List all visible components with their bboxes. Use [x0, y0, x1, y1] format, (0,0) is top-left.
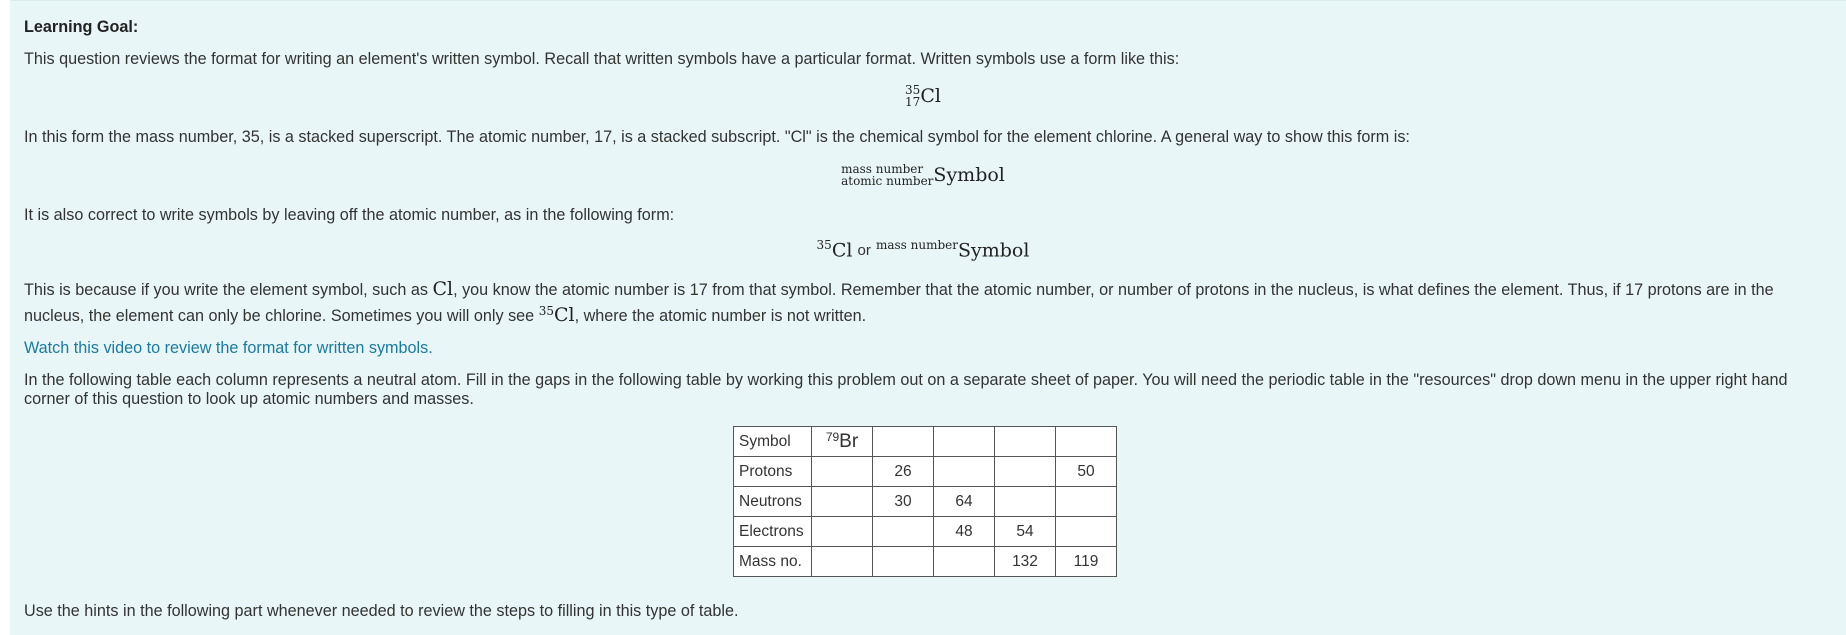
general-form: [0, 163, 1846, 187]
mass-number: 35: [905, 83, 921, 97]
symbol-input-cell[interactable]: [1056, 427, 1117, 457]
because-part1: This is because if you write the element symbol, such as: [24, 281, 433, 299]
br-mass: 79: [825, 430, 840, 444]
mass-cell[interactable]: [873, 547, 934, 577]
neutrons-cell[interactable]: [1056, 487, 1117, 517]
because-text-line2: [24, 300, 866, 327]
mass-cell: 119: [1056, 547, 1117, 577]
neutrons-cell: 64: [934, 487, 995, 517]
neutrons-cell[interactable]: [995, 487, 1056, 517]
atom-table: [733, 426, 1117, 577]
neutrons-cell[interactable]: [812, 487, 873, 517]
symbol-cell-br: [812, 427, 873, 457]
because-line2-part1: nucleus, the element can only be chlorine. Sometimes you will only see: [24, 307, 539, 325]
symbol-input-cell[interactable]: [995, 427, 1056, 457]
symbol-input-cell[interactable]: [873, 427, 934, 457]
alt-form: [0, 238, 1846, 262]
because-line2-part2: , where the atomic number is not written.: [574, 307, 867, 325]
general-top-label: mass number: [841, 162, 924, 176]
row-header-mass-no: Mass no.: [734, 547, 812, 577]
table-row: [734, 487, 1117, 517]
table-intro-line2: corner of this question to look up atomic numbers and masses.: [24, 390, 474, 408]
alt-intro-text: It is also correct to write symbols by leaving off the atomic number, as in the following form:: [24, 206, 675, 224]
table-row: [734, 517, 1117, 547]
intro-text: This question reviews the format for writing an element's written symbol. Recall that written symbols have a particular format. Written symbols use a form like this:: [24, 50, 1180, 68]
row-header-protons: Protons: [734, 457, 812, 487]
protons-cell[interactable]: [995, 457, 1056, 487]
electrons-cell[interactable]: [873, 517, 934, 547]
atomic-number: 17: [905, 95, 921, 109]
because-symbol: Cl: [432, 278, 454, 300]
electrons-cell[interactable]: [1056, 517, 1117, 547]
learning-goal-heading: Learning Goal:: [24, 18, 139, 36]
hint-text: Use the hints in the following part whenever needed to review the steps to filling in this type of table.: [24, 602, 739, 620]
protons-cell: 26: [873, 457, 934, 487]
alt-symbol: Cl: [831, 239, 853, 262]
row-header-electrons: Electrons: [734, 517, 812, 547]
or-text: or: [857, 242, 871, 259]
mass-cell[interactable]: [934, 547, 995, 577]
general-symbol-label: Symbol: [933, 164, 1005, 186]
because-part2: , you know the atomic number is 17 from that symbol. Remember that the atomic number, or number of protons in the nucleus, is what defines the element. Thus, if 17 protons are in the: [453, 281, 1774, 299]
general-bottom-label: atomic number: [841, 174, 934, 188]
br-symbol: Br: [839, 431, 859, 452]
mass-cell[interactable]: [812, 547, 873, 577]
alt-symbol-word: Symbol: [958, 239, 1030, 262]
symbol-input-cell[interactable]: [934, 427, 995, 457]
form-explanation-text: In this form the mass number, 35, is a stacked superscript. The atomic number, 17, is a stacked subscript. "Cl" is the chemical symbol for the element chlorine. A general way to show this form is:: [24, 128, 1410, 146]
because-text-line1: [24, 278, 1774, 301]
row-header-symbol: Symbol: [734, 427, 812, 457]
mass-cell: 132: [995, 547, 1056, 577]
table-row: [734, 547, 1117, 577]
protons-cell[interactable]: [812, 457, 873, 487]
neutrons-cell: 30: [873, 487, 934, 517]
example-symbol-cl: [0, 84, 1846, 108]
because-line2-symbol: Cl: [553, 304, 575, 326]
protons-cell[interactable]: [934, 457, 995, 487]
element-symbol: Cl: [920, 85, 941, 107]
alt-mass-word: mass number: [875, 238, 958, 252]
alt-mass: 35: [816, 238, 832, 252]
electrons-cell: 48: [934, 517, 995, 547]
electrons-cell: 54: [995, 517, 1056, 547]
protons-cell: 50: [1056, 457, 1117, 487]
row-header-neutrons: Neutrons: [734, 487, 812, 517]
because-line2-mass: 35: [538, 304, 554, 318]
table-intro-line1: In the following table each column represents a neutral atom. Fill in the gaps in the following table by working this problem out on a separate sheet of paper. You will need the periodic table in the "resources" drop down menu in the upper right hand: [24, 371, 1788, 389]
video-link[interactable]: Watch this video to review the format for written symbols.: [24, 339, 433, 357]
table-row: [734, 427, 1117, 457]
table-row: [734, 457, 1117, 487]
electrons-cell[interactable]: [812, 517, 873, 547]
